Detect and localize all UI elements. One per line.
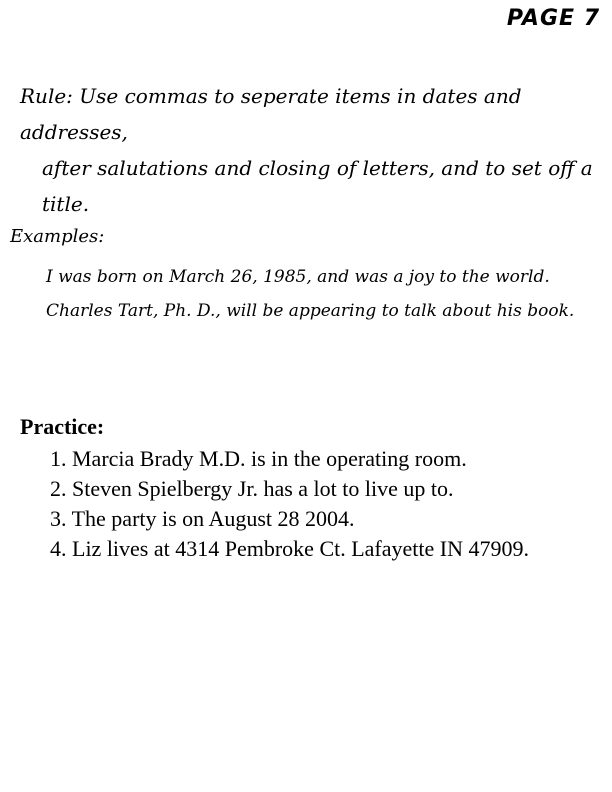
examples-label: Examples: <box>10 226 105 247</box>
example-item: I was born on March 26, 1985, and was a joy to the world. <box>46 267 550 287</box>
rule-line-1: Rule: Use commas to seperate items in dates and addresses, <box>20 84 522 144</box>
examples-list <box>46 260 606 328</box>
example-item: Charles Tart, Ph. D., will be appearing to talk about his book. <box>46 301 575 321</box>
rule-line-2: after salutations and closing of letters, and to set off a title. <box>42 156 593 216</box>
practice-item: 1. Marcia Brady M.D. is in the operating room. <box>50 446 467 471</box>
rule-text <box>20 78 600 222</box>
practice-item: 4. Liz lives at 4314 Pembroke Ct. Lafayette IN 47909. <box>50 536 529 561</box>
page-number-header: PAGE 7 <box>506 6 600 31</box>
practice-item: 3. The party is on August 28 2004. <box>50 506 355 531</box>
practice-item: 2. Steven Spielbergy Jr. has a lot to live up to. <box>50 476 454 501</box>
practice-heading: Practice: <box>20 414 105 439</box>
practice-list <box>50 444 602 564</box>
